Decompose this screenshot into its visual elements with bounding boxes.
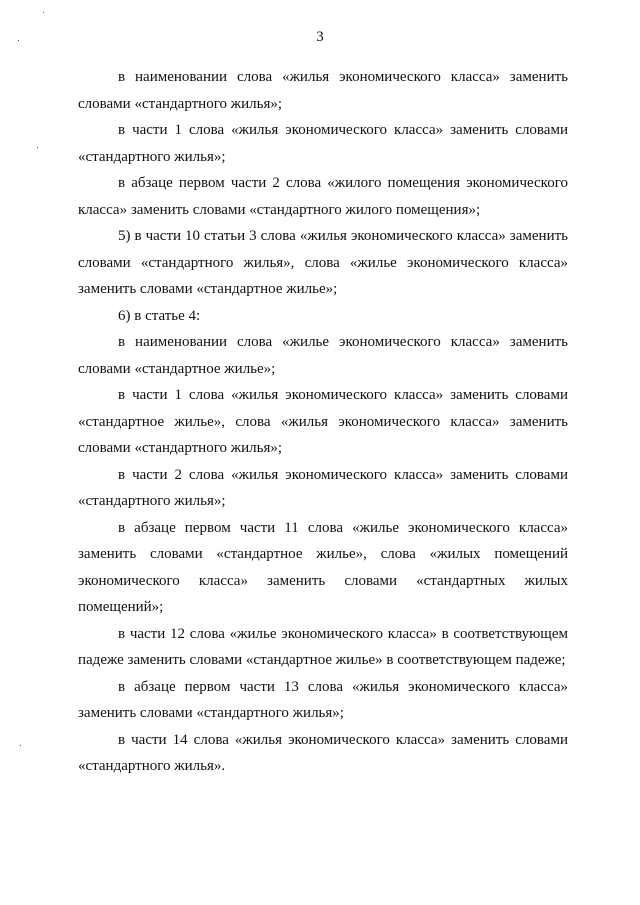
scan-speck: [43, 12, 44, 13]
page-number: 3: [316, 29, 324, 45]
paragraph: в части 12 слова «жилье экономического класса» в соответствующем падеже заменить словами «стандартное жилье» в соответствующем падеже;: [78, 625, 568, 668]
paragraph: в наименовании слова «жилья экономического класса» заменить словами «стандартного жилья»;: [78, 69, 568, 112]
document-body: [78, 64, 568, 780]
paragraph: в абзаце первом части 13 слова «жилья экономического класса» заменить словами «стандартного жилья»;: [78, 678, 568, 721]
scan-speck: [37, 147, 38, 148]
paragraph: в абзаце первом части 11 слова «жилье экономического класса» заменить словами «стандартное жилье», слова «жилых помещений экономического класса» заменить словами «стандартных жилых помещений»;: [78, 519, 568, 615]
scan-speck: [20, 745, 21, 746]
paragraph: 6) в статье 4:: [118, 307, 201, 324]
paragraph: в части 2 слова «жилья экономического класса» заменить словами «стандартного жилья»;: [78, 466, 568, 509]
paragraph: в наименовании слова «жилье экономического класса» заменить словами «стандартное жилье»;: [78, 334, 568, 377]
paragraph: 5) в части 10 статьи 3 слова «жилья экономического класса» заменить словами «стандартного жилья», слова «жилье экономического класса» заменить словами «стандартное жилье»;: [78, 228, 568, 297]
paragraph: в части 14 слова «жилья экономического класса» заменить словами «стандартного жилья».: [78, 731, 568, 774]
paragraph: в части 1 слова «жилья экономического класса» заменить словами «стандартного жилья»;: [78, 122, 568, 165]
paragraph: в абзаце первом части 2 слова «жилого помещения экономического класса» заменить словами «стандартного жилого помещения»;: [78, 175, 568, 218]
paragraph: в части 1 слова «жилья экономического класса» заменить словами «стандартное жилье», слова «жилья экономического класса» заменить словами «стандартного жилья»;: [78, 387, 568, 456]
